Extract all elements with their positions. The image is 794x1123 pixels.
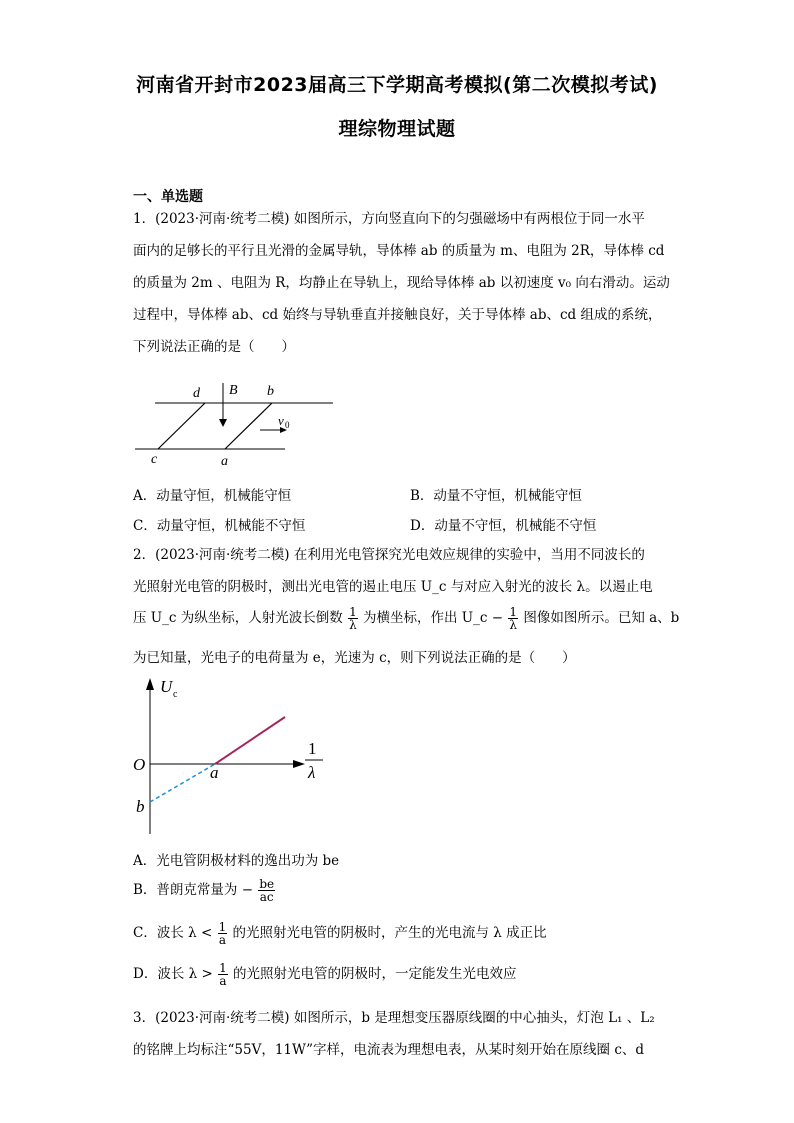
q3-line-2: 的铭牌上均标注“55V，11W”字样，电流表为理想电表，从某时刻开始在原线圈 c、d — [133, 1042, 645, 1058]
q1-line-3: 的质量为 2m 、电阻为 R，均静止在导轨上，现给导体棒 ab 以初速度 v₀ 向右滑动。运动 — [133, 275, 670, 291]
frac-num: 1 — [219, 961, 227, 975]
y-axis-label: U — [160, 677, 173, 696]
frac-num: 1 — [349, 605, 357, 619]
label-a: a — [221, 454, 228, 469]
rod-cd — [158, 403, 205, 449]
frac-den: a — [219, 974, 227, 988]
rod-ab — [225, 403, 272, 449]
q2-line-2: 光照射光电管的阴极时，测出光电管的遏止电压 U_c 与对应入射光的波长 λ。以遏止电 — [133, 579, 653, 595]
q2-inline-fraction-1 — [348, 606, 358, 631]
q1-line-5: 下列说法正确的是（ ） — [133, 339, 295, 355]
q2-line-4: 为已知量，光电子的电荷量为 e，光速为 c，则下列说法正确的是（ ） — [133, 650, 576, 666]
frac-den: λ — [509, 618, 518, 632]
q2-line-1: 2．(2023·河南·统考二模) 在利用光电管探究光电效应规律的实验中，当用不同波长的 — [133, 547, 645, 563]
q2-option-a[interactable]: A．光电管阴极材料的逸出功为 be — [133, 853, 340, 869]
frac-den: λ — [349, 618, 357, 632]
q2-option-d-fraction — [218, 962, 228, 987]
q1-option-c[interactable]: C．动量守恒，机械能不守恒 — [133, 518, 306, 534]
label-c: c — [151, 452, 158, 467]
frac-den: a — [218, 933, 226, 947]
x-axis-arrowhead — [293, 760, 305, 768]
q2-line-3-part-b: 为横坐标，作出 U_c − — [363, 610, 504, 626]
point-a-label: a — [210, 763, 219, 782]
q2-line-3 — [133, 606, 679, 631]
uc-graph — [130, 672, 340, 837]
label-d: d — [193, 386, 200, 401]
label-b: b — [267, 384, 274, 399]
title-line-2: 理综物理试题 — [338, 118, 456, 140]
label-v0: v — [278, 413, 284, 428]
y-axis-sub: c — [173, 689, 178, 700]
q2-option-c-suffix: 的光照射光电管的阴极时，产生的光电流与 λ 成正比 — [232, 925, 547, 941]
q1-option-d[interactable]: D．动量不守恒，机械能不守恒 — [410, 518, 597, 534]
x-axis-den: λ — [308, 763, 316, 782]
label-v0-sub: 0 — [285, 420, 290, 430]
rail-figure — [130, 375, 340, 470]
q2-option-b[interactable] — [133, 878, 276, 903]
q2-option-d[interactable] — [133, 962, 517, 987]
q2-option-c-prefix: C．波长 λ < — [133, 925, 213, 941]
point-b-label: b — [136, 797, 145, 816]
frac-num: be — [259, 877, 275, 891]
b-field-arrowhead — [219, 419, 227, 427]
q1-line-1: 1．(2023·河南·统考二模) 如图所示，方向竖直向下的匀强磁场中有两根位于同一水平 — [133, 211, 645, 227]
q2-option-b-fraction — [258, 878, 275, 903]
q1-option-b[interactable]: B．动量不守恒，机械能守恒 — [410, 488, 582, 504]
q1-option-a[interactable]: A．动量守恒，机械能守恒 — [133, 488, 292, 504]
q2-option-c-fraction — [218, 921, 228, 946]
graph-dashed-line — [150, 764, 215, 802]
q2-line-3-part-a: 压 U_c 为纵坐标，人射光波长倒数 — [133, 610, 343, 626]
graph-solid-line — [215, 717, 285, 764]
q2-option-c[interactable] — [133, 921, 547, 946]
q2-line-3-part-c: 图像如图所示。已知 a、b — [523, 610, 680, 626]
x-axis-num: 1 — [308, 739, 317, 758]
frac-den: ac — [259, 890, 274, 904]
q2-option-d-prefix: D．波长 λ > — [133, 966, 213, 982]
q2-inline-fraction-2 — [508, 606, 518, 631]
q3-line-1: 3．(2023·河南·统考二模) 如图所示，b 是理想变压器原线圈的中心抽头，灯泡 L₁ 、L₂ — [133, 1010, 655, 1026]
y-axis-arrowhead — [146, 678, 154, 690]
label-B: B — [229, 383, 238, 398]
origin-label: O — [133, 755, 146, 774]
q1-line-2: 面内的足够长的平行且光滑的金属导轨，导体棒 ab 的质量为 m、电阻为 2R，导体棒 cd — [133, 243, 665, 259]
frac-num: 1 — [509, 605, 518, 619]
q1-line-4: 过程中，导体棒 ab、cd 始终与导轨垂直并接触良好，关于导体棒 ab、cd 组成的系统， — [133, 307, 662, 323]
q2-option-d-suffix: 的光照射光电管的阴极时，一定能发生光电效应 — [233, 966, 517, 982]
title-line-1: 河南省开封市2023届高三下学期高考模拟(第二次模拟考试) — [136, 74, 658, 96]
section-heading: 一、单选题 — [133, 189, 203, 205]
q2-option-b-prefix: B．普朗克常量为 − — [133, 882, 254, 898]
frac-num: 1 — [218, 920, 227, 934]
